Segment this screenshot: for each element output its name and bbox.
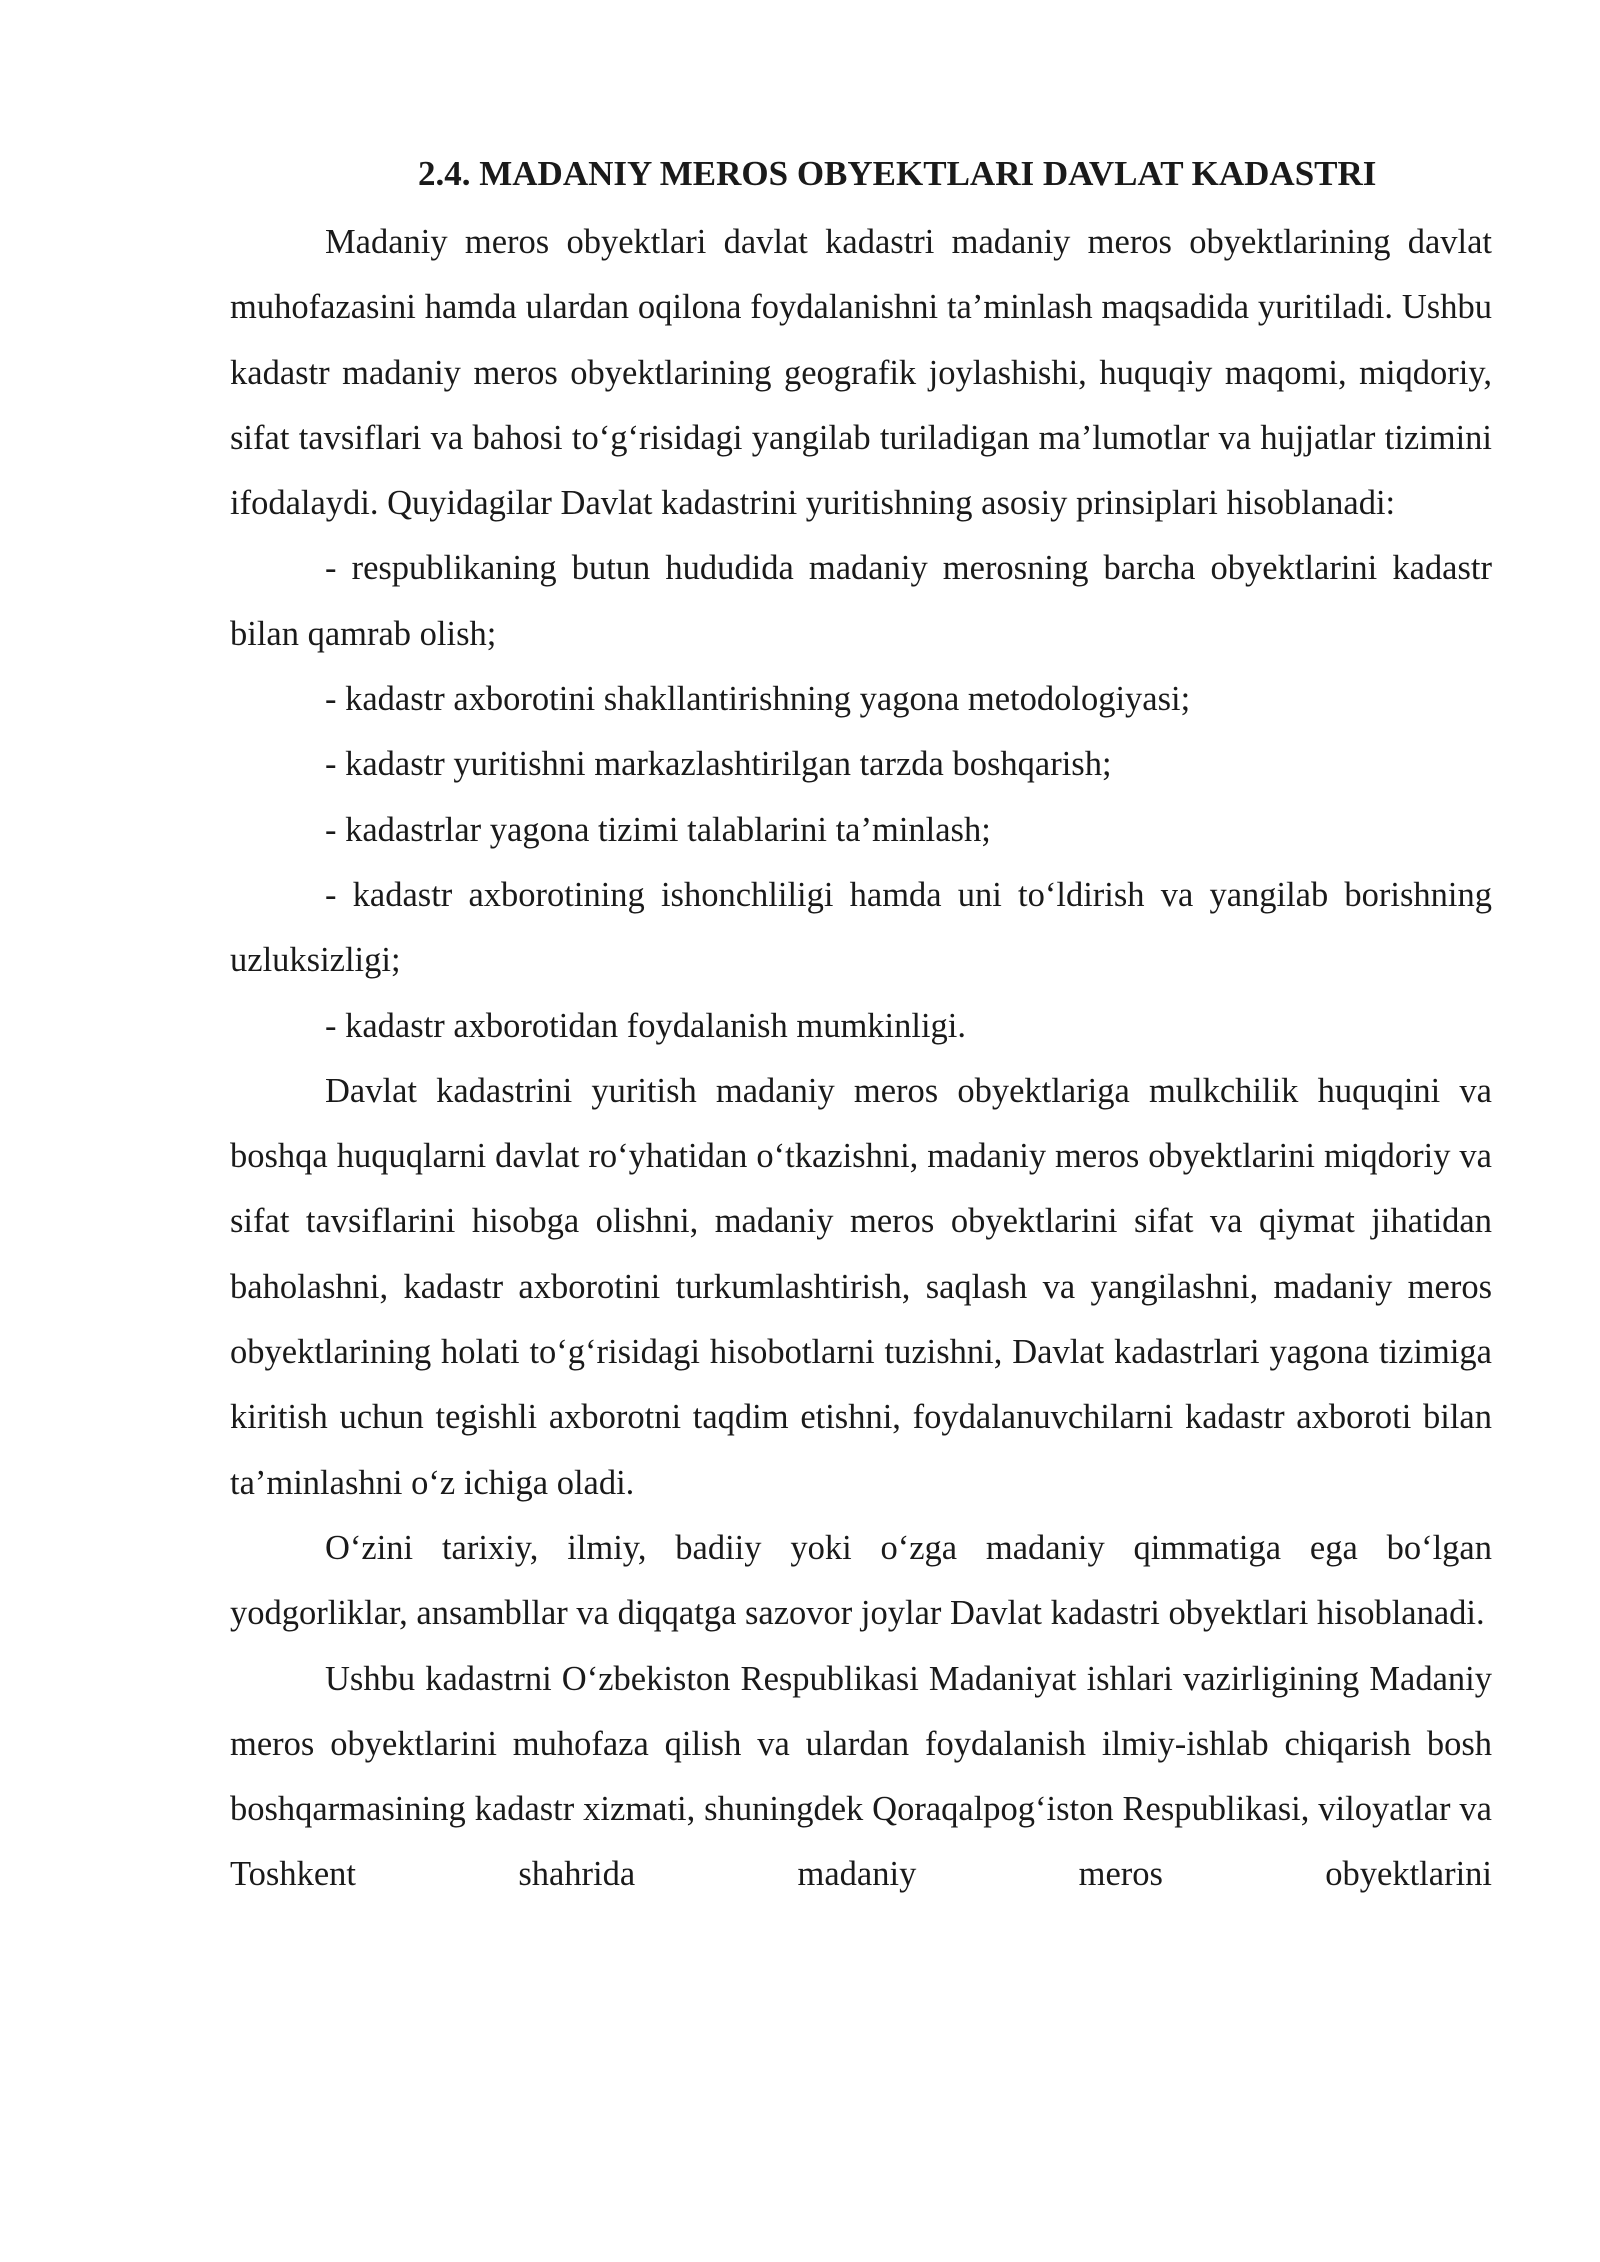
document-page [230,138,1492,1908]
paragraph-cadastre-objects: O‘zini tarixiy, ilmiy, badiiy yoki o‘zga madaniy qimmatiga ega bo‘lgan yodgorliklar, ansambllar va diqqatga sazovor joylar Davlat kadastri obyektlari hisoblanadi. [230,1528,1492,1633]
paragraph-cadastre-scope: Davlat kadastrini yuritish madaniy meros obyektlariga mulkchilik huquqini va boshqa huquqlarni davlat ro‘yhatidan o‘tkazishni, madaniy meros obyektlarini miqdoriy va sifat tavsiflarini hisobga olishni, madaniy meros obyektlarini sifat va qiymat jihatidan baholashni, kadastr axborotini turkumlashtirish, saqlash va yangilashni, madaniy meros obyektlarining holati to‘g‘risidagi hisobotlarni tuzishni, Davlat kadastrlari yagona tizimiga kiritish uchun tegishli axborotni taqdim etishni, foydalanuvchilarni kadastr axboroti bilan ta’minlashni o‘z ichiga oladi. [230,1071,1492,1502]
list-item-methodology: - kadastr axborotini shakllantirishning yagona metodologiyasi; [325,680,1191,719]
section-heading: 2.4. MADANIY MEROS OBYEKTLARI DAVLAT KADASTRI [418,154,1377,193]
paragraph-intro: Madaniy meros obyektlari davlat kadastri madaniy meros obyektlarining davlat muhofazasini hamda ulardan oqilona foydalanishni ta’minlash maqsadida yuritiladi. Ushbu kadastr madaniy meros obyektlarining geografik joylashishi, huquqiy maqomi, miqdoriy, sifat tavsiflari va bahosi to‘g‘risidagi yangilab turiladigan ma’lumotlar va hujjatlar tizimini ifodalaydi. Quyidagilar Davlat kadastrini yuritishning asosiy prinsiplari hisoblanadi: [230,223,1492,523]
paragraph-cadastre-maintainers: Ushbu kadastrni O‘zbekiston Respublikasi Madaniyat ishlari vazirligining Madaniy meros obyektlarini muhofaza qilish va ulardan foydalanish ilmiy-ishlab chiqarish bosh boshqarmasining kadastr xizmati, shuningdek Qoraqalpog‘iston Respublikasi, viloyatlar va Toshkent shahrida madaniy meros obyektlarini [230,1659,1492,1894]
list-item-unified-requirements: - kadastrlar yagona tizimi talablarini ta’minlash; [325,810,991,849]
list-item-reliability: - kadastr axborotining ishonchliligi hamda uni to‘ldirish va yangilab borishning uzluksizligi; [230,875,1492,980]
list-item-accessibility: - kadastr axborotidan foydalanish mumkinligi. [325,1006,966,1045]
list-item-centralized-management: - kadastr yuritishni markazlashtirilgan tarzda boshqarish; [325,745,1112,784]
list-item-coverage: - respublikaning butun hududida madaniy merosning barcha obyektlarini kadastr bilan qamrab olish; [230,549,1492,653]
